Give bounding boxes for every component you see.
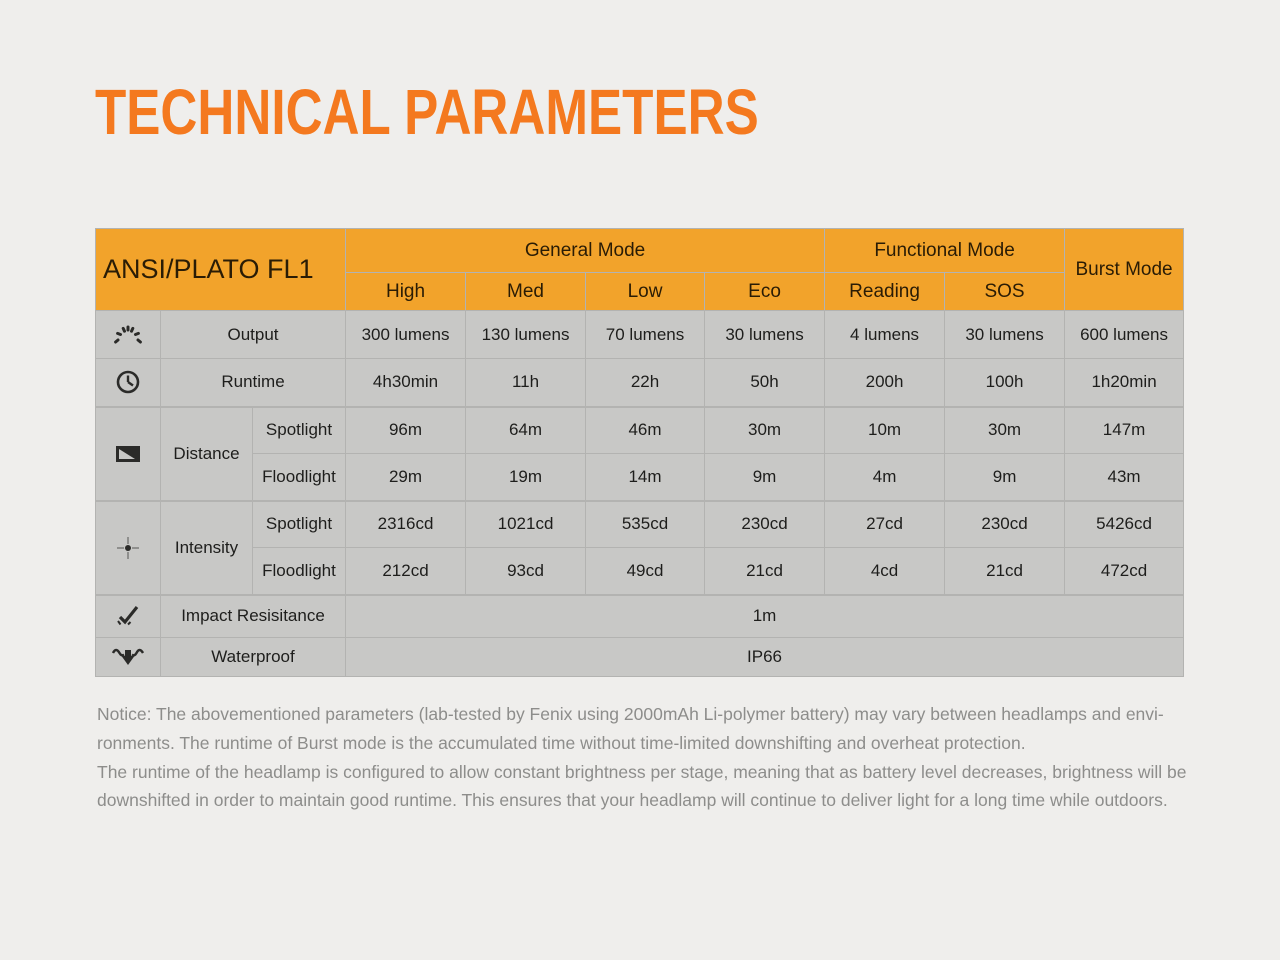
- col-header-high: High: [346, 273, 466, 311]
- col-header-low: Low: [586, 273, 705, 311]
- intensity-flood-sos: 21cd: [945, 548, 1065, 595]
- sub-label-distance-floodlight: Floodlight: [253, 454, 346, 501]
- runtime-high: 4h30min: [346, 359, 466, 407]
- beam-icon: [96, 407, 161, 501]
- distance-flood-reading: 4m: [825, 454, 945, 501]
- burst-mode-header: Burst Mode: [1065, 229, 1184, 311]
- table-row: [96, 311, 1184, 359]
- runtime-eco: 50h: [705, 359, 825, 407]
- intensity-flood-reading: 4cd: [825, 548, 945, 595]
- col-header-med: Med: [466, 273, 586, 311]
- table-row: [96, 407, 1184, 454]
- table-row: [96, 454, 1184, 501]
- distance-flood-burst: 43m: [1065, 454, 1184, 501]
- distance-spot-burst: 147m: [1065, 407, 1184, 454]
- waterproof-value: IP66: [346, 638, 1184, 677]
- row-label-impact: Impact Resisitance: [161, 595, 346, 638]
- sub-label-intensity-spotlight: Spotlight: [253, 501, 346, 548]
- intensity-spot-eco: 230cd: [705, 501, 825, 548]
- table-row: [96, 595, 1184, 638]
- sub-label-intensity-floodlight: Floodlight: [253, 548, 346, 595]
- col-header-eco: Eco: [705, 273, 825, 311]
- intensity-spot-high: 2316cd: [346, 501, 466, 548]
- distance-flood-eco: 9m: [705, 454, 825, 501]
- notice-text: [97, 700, 1189, 815]
- col-header-reading: Reading: [825, 273, 945, 311]
- distance-spot-sos: 30m: [945, 407, 1065, 454]
- intensity-spot-burst: 5426cd: [1065, 501, 1184, 548]
- output-eco: 30 lumens: [705, 311, 825, 359]
- col-header-sos: SOS: [945, 273, 1065, 311]
- row-label-runtime: Runtime: [161, 359, 346, 407]
- intensity-flood-low: 49cd: [586, 548, 705, 595]
- impact-icon: [96, 595, 161, 638]
- intensity-spot-reading: 27cd: [825, 501, 945, 548]
- distance-spot-low: 46m: [586, 407, 705, 454]
- table-row: [96, 359, 1184, 407]
- intensity-flood-high: 212cd: [346, 548, 466, 595]
- table-row: [96, 501, 1184, 548]
- distance-spot-reading: 10m: [825, 407, 945, 454]
- intensity-flood-med: 93cd: [466, 548, 586, 595]
- table-row: [96, 638, 1184, 677]
- intensity-spot-sos: 230cd: [945, 501, 1065, 548]
- technical-parameters-table: [95, 228, 1184, 677]
- output-low: 70 lumens: [586, 311, 705, 359]
- runtime-reading: 200h: [825, 359, 945, 407]
- table-row: [96, 548, 1184, 595]
- intensity-flood-eco: 21cd: [705, 548, 825, 595]
- general-mode-header: General Mode: [346, 229, 825, 273]
- row-label-intensity: Intensity: [161, 501, 253, 595]
- clock-icon: [96, 359, 161, 407]
- output-med: 130 lumens: [466, 311, 586, 359]
- distance-spot-high: 96m: [346, 407, 466, 454]
- corner-label: ANSI/PLATO FL1: [96, 229, 346, 311]
- row-label-distance: Distance: [161, 407, 253, 501]
- distance-flood-med: 19m: [466, 454, 586, 501]
- distance-flood-high: 29m: [346, 454, 466, 501]
- intensity-flood-burst: 472cd: [1065, 548, 1184, 595]
- runtime-med: 11h: [466, 359, 586, 407]
- notice-line: Notice: The abovementioned parameters (lab-tested by Fenix using 2000mAh Li-polymer battery) may vary between headlamps and envi-: [97, 704, 1164, 724]
- output-high: 300 lumens: [346, 311, 466, 359]
- impact-value: 1m: [346, 595, 1184, 638]
- output-sos: 30 lumens: [945, 311, 1065, 359]
- intensity-spot-med: 1021cd: [466, 501, 586, 548]
- brightness-icon: [96, 311, 161, 359]
- output-burst: 600 lumens: [1065, 311, 1184, 359]
- functional-mode-header: Functional Mode: [825, 229, 1065, 273]
- intensity-icon: [96, 501, 161, 595]
- waterproof-icon: [96, 638, 161, 677]
- page-title: TECHNICAL PARAMETERS: [95, 76, 759, 148]
- distance-spot-eco: 30m: [705, 407, 825, 454]
- runtime-burst: 1h20min: [1065, 359, 1184, 407]
- runtime-sos: 100h: [945, 359, 1065, 407]
- notice-line: ronments. The runtime of Burst mode is the accumulated time without time-limited downshifting and overheat protection.: [97, 732, 1026, 753]
- notice-line: downshifted in order to maintain good runtime. This ensures that your headlamp will continue to deliver light for a long time while outdoors.: [97, 790, 1168, 811]
- intensity-spot-low: 535cd: [586, 501, 705, 548]
- output-reading: 4 lumens: [825, 311, 945, 359]
- distance-spot-med: 64m: [466, 407, 586, 454]
- distance-flood-sos: 9m: [945, 454, 1065, 501]
- runtime-low: 22h: [586, 359, 705, 407]
- sub-label-distance-spotlight: Spotlight: [253, 407, 346, 454]
- row-label-waterproof: Waterproof: [161, 638, 346, 677]
- row-label-output: Output: [161, 311, 346, 359]
- distance-flood-low: 14m: [586, 454, 705, 501]
- notice-line: The runtime of the headlamp is configured to allow constant brightness per stage, meaning that as battery level decreases, brightness will be: [97, 761, 1187, 782]
